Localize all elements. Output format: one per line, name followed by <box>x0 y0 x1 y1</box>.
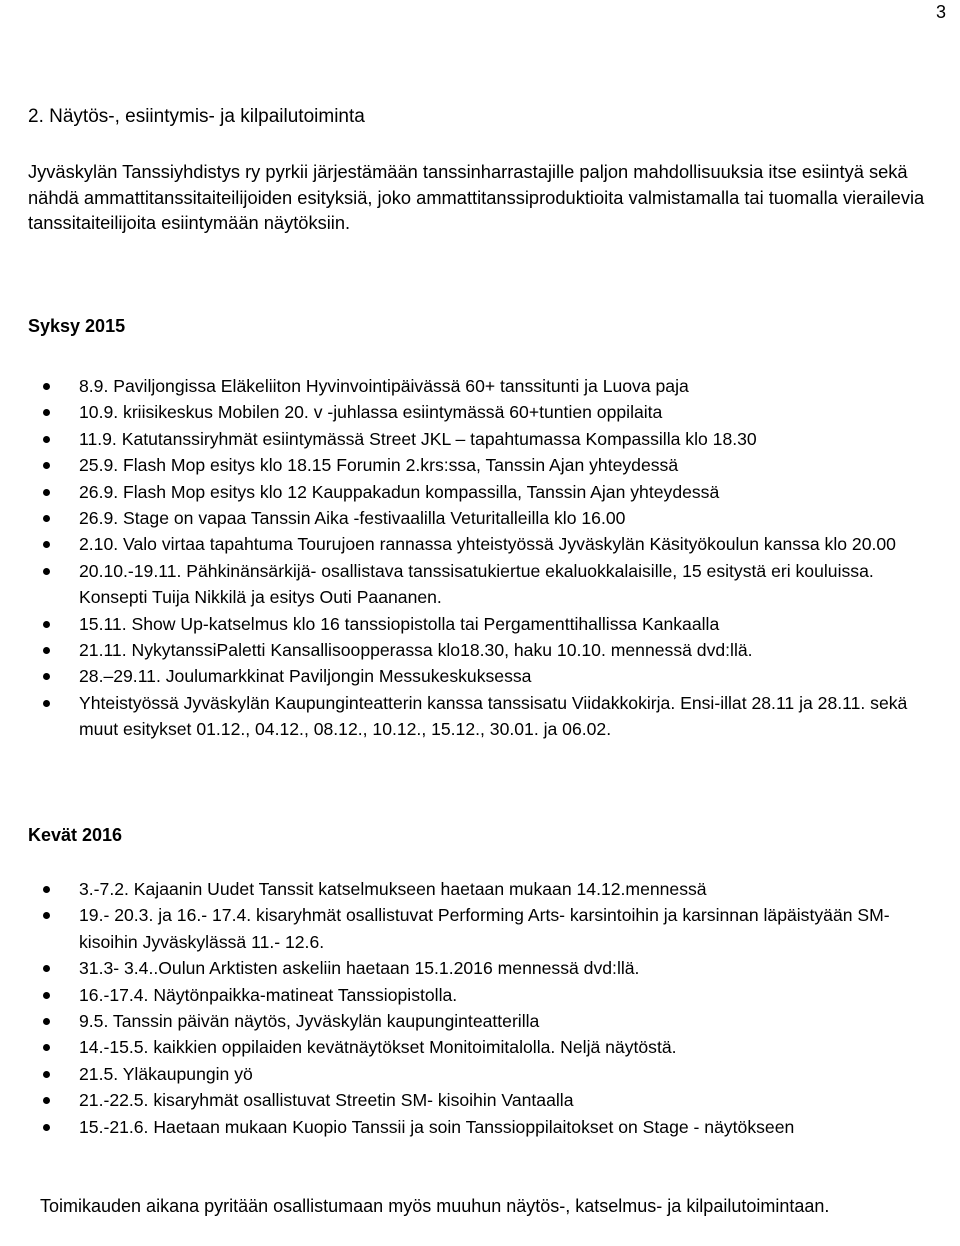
bullet-icon <box>43 515 50 522</box>
bullet-icon <box>43 621 50 628</box>
list-item-text: 21.-22.5. kisaryhmät osallistuvat Streetin SM- kisoihin Vantaalla <box>79 1090 574 1111</box>
list-item-text: 31.3- 3.4..Oulun Arktisten askeliin haetaan 15.1.2016 mennessä dvd:llä. <box>79 958 640 979</box>
bullet-icon <box>43 1071 50 1078</box>
list-item <box>43 452 943 478</box>
list-item-text: 26.9. Stage on vapaa Tanssin Aika -festivaalilla Veturitalleilla klo 16.00 <box>79 508 626 529</box>
list-item <box>43 982 943 1008</box>
list-item <box>43 426 943 452</box>
list-item-text: 14.-15.5. kaikkien oppilaiden kevätnäytökset Monitoimitalolla. Neljä näytöstä. <box>79 1037 677 1058</box>
list-item <box>43 955 943 981</box>
spring-event-list <box>43 876 943 1140</box>
list-item-text: 21.11. NykytanssiPaletti Kansallisoopperassa klo18.30, haku 10.10. mennessä dvd:llä. <box>79 640 753 661</box>
list-item <box>43 637 943 663</box>
list-item-text: 9.5. Tanssin päivän näytös, Jyväskylän kaupunginteatterilla <box>79 1011 540 1032</box>
list-item <box>43 399 943 425</box>
intro-paragraph: Jyväskylän Tanssiyhdistys ry pyrkii järjestämään tanssinharrastajille paljon mahdollisuuksia itse esiintyä sekä nähdä ammattitanssitaiteilijoiden esityksiä, joko ammattitanssiproduktioita valmistamalla tai tuomalla vierailevia tanssitaiteilijoita esiintymään näytöksiin. <box>28 161 925 233</box>
list-item-text: 28.–29.11. Joulumarkkinat Paviljongin Messukeskuksessa <box>79 666 532 687</box>
bullet-icon <box>43 1097 50 1104</box>
list-item <box>43 479 943 505</box>
spring-heading: Kevät 2016 <box>28 825 123 845</box>
list-item <box>43 1114 943 1140</box>
list-item-text: 25.9. Flash Mop esitys klo 18.15 Forumin 2.krs:ssa, Tanssin Ajan yhteydessä <box>79 455 679 476</box>
list-item-text: 15.-21.6. Haetaan mukaan Kuopio Tanssii ja soin Tanssioppilaitokset on Stage - näytökseen <box>79 1116 795 1137</box>
list-item <box>43 1061 943 1087</box>
list-item <box>43 373 943 399</box>
list-item-text: 26.9. Flash Mop esitys klo 12 Kauppakadun kompassilla, Tanssin Ajan yhteydessä <box>79 481 720 502</box>
list-item-text: 3.-7.2. Kajaanin Uudet Tanssit katselmukseen haetaan mukaan 14.12.mennessä <box>79 879 707 899</box>
bullet-icon <box>43 673 50 680</box>
bullet-icon <box>43 409 50 416</box>
list-item-text: 21.5. Yläkaupungin yö <box>79 1063 253 1084</box>
bullet-icon <box>43 383 50 390</box>
bullet-icon <box>43 965 50 972</box>
list-item <box>43 558 943 611</box>
bullet-icon <box>43 489 50 496</box>
bullet-icon <box>43 1124 50 1131</box>
bullet-icon <box>43 1044 50 1051</box>
autumn-heading: Syksy 2015 <box>28 316 126 336</box>
list-item <box>43 531 943 557</box>
bullet-icon <box>43 700 50 707</box>
list-item-text: 11.9. Katutanssiryhmät esiintymässä Street JKL – tapahtumassa Kompassilla klo 18.30 <box>79 428 757 449</box>
list-item <box>43 876 943 902</box>
bullet-icon <box>43 992 50 999</box>
list-item-text: 2.10. Valo virtaa tapahtuma Tourujoen rannassa yhteistyössä Jyväskylän Käsityökoulun kanssa klo 20.00 <box>79 534 896 555</box>
list-item <box>43 663 943 689</box>
list-item <box>43 902 943 955</box>
list-item-text: Yhteistyössä Jyväskylän Kaupunginteatterin kanssa tanssisatu Viidakkokirja. Ensi-illat 28.11 ja 28.11. sekä muut esitykset 01.12., 04.12., 08.12., 10.12., 15.12., 30.01. ja 06.02. <box>79 692 908 740</box>
list-item <box>43 1087 943 1113</box>
list-item-text: 19.- 20.3. ja 16.- 17.4. kisaryhmät osallistuvat Performing Arts- karsintoihin ja karsinnan läpäistyään SM- kisoihin Jyväskylässä 11.- 12.6. <box>79 905 890 952</box>
list-item-text: 15.11. Show Up-katselmus klo 16 tanssiopistolla tai Pergamenttihallissa Kankaalla <box>79 613 720 634</box>
bullet-icon <box>43 1018 50 1025</box>
list-item <box>43 690 943 743</box>
list-item-text: 20.10.-19.11. Pähkinänsärkijä- osallistava tanssisatukiertue ekaluokkalaisille, 15 esitystä eri kouluissa. Konsepti Tuija Nikkilä ja esitys Outi Paananen. <box>79 560 874 608</box>
section-title: 2. Näytös-, esiintymis- ja kilpailutoiminta <box>28 106 365 127</box>
bullet-icon <box>43 912 50 919</box>
bullet-icon <box>43 647 50 654</box>
list-item <box>43 611 943 637</box>
list-item-text: 16.-17.4. Näytönpaikka-matineat Tanssiopistolla. <box>79 984 458 1005</box>
list-item-text: 10.9. kriisikeskus Mobilen 20. v -juhlassa esiintymässä 60+tuntien oppilaita <box>79 402 663 423</box>
list-item <box>43 1034 943 1060</box>
list-item <box>43 1008 943 1034</box>
bullet-icon <box>43 568 50 575</box>
bullet-icon <box>43 462 50 469</box>
bullet-icon <box>43 436 50 443</box>
list-item <box>43 505 943 531</box>
bullet-icon <box>43 541 50 548</box>
bullet-icon <box>43 886 50 893</box>
page-number: 3 <box>935 2 946 22</box>
list-item-text: 8.9. Paviljongissa Eläkeliiton Hyvinvointipäivässä 60+ tanssitunti ja Luova paja <box>79 376 689 396</box>
closing-paragraph: Toimikauden aikana pyritään osallistumaan myös muuhun näytös-, katselmus- ja kilpailutoimintaan. <box>40 1196 830 1216</box>
autumn-event-list <box>43 373 943 743</box>
